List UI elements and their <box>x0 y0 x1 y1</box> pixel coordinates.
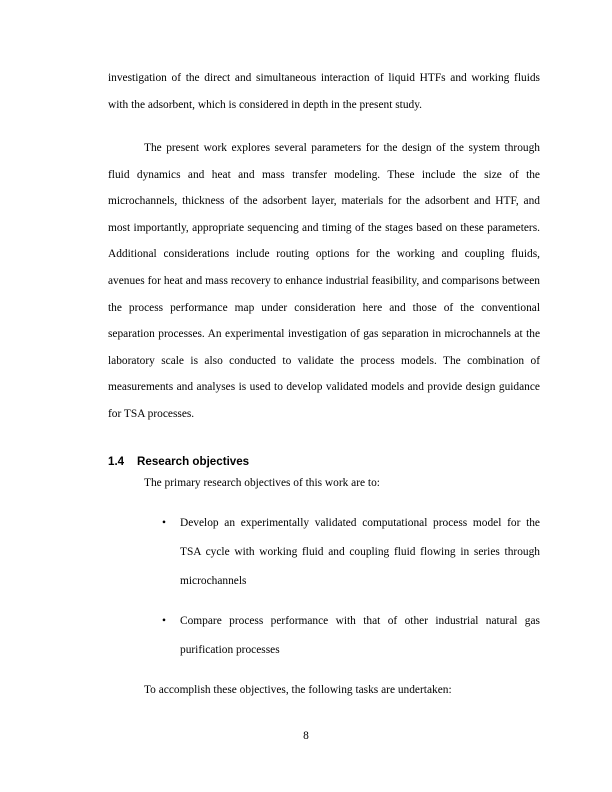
paragraph-present-work: The present work explores several parameters for the design of the system through fluid dynamics and heat and mass transfer modeling. These include the size of the microchannels, thickness of the adsorbent layer, materials for the adsorbent and HTF, and most importantly, appropriate sequencing and timing of the stages based on these parameters. Additional considerations include routing options for the working and coupling fluids, avenues for heat and mass recovery to enhance industrial feasibility, and comparisons between the process performance map under consideration here and those of the conventional separation processes. An experimental investigation of gas separation in microchannels at the laboratory scale is also conducted to validate the process models. The combination of measurements and analyses is used to develop validated models and provide design guidance for TSA processes. <box>108 142 540 420</box>
objectives-list <box>108 509 540 677</box>
list-item-text: Develop an experimentally validated computational process model for the TSA cycle with working fluid and coupling fluid flowing in series through microchannels <box>180 517 540 587</box>
section-title: Research objectives <box>137 455 250 468</box>
list-item <box>108 509 540 595</box>
page-number: 8 <box>303 730 309 742</box>
bullet-icon: • <box>162 517 166 529</box>
section-number: 1.4 <box>108 455 125 468</box>
bullet-icon: • <box>162 615 166 628</box>
list-item <box>108 607 540 665</box>
tasks-intro: To accomplish these objectives, the following tasks are undertaken: <box>144 684 452 696</box>
objectives-intro: The primary research objectives of this work are to: <box>144 477 380 489</box>
section-heading <box>108 453 249 471</box>
list-item-text: Compare process performance with that of other industrial natural gas purification processes <box>180 615 540 657</box>
paragraph-continuation: investigation of the direct and simultaneous interaction of liquid HTFs and working fluids with the adsorbent, which is considered in depth in the present study. <box>108 72 540 111</box>
